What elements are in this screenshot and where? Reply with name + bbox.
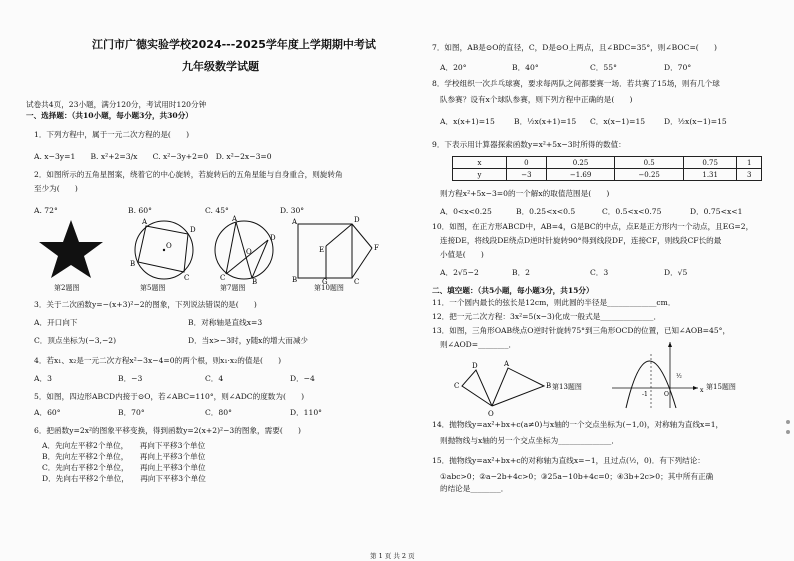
svg-text:D: D: [472, 362, 478, 370]
q8-stem-line1: 8．学校组织一次乒乓球赛，要求每两队之间都要赛一场．若共赛了15场，则有几个球: [432, 79, 720, 88]
section-1-heading: 一、选择题：（共10小题，每小题3分，共30分）: [26, 111, 193, 120]
q15-line2: ①abc>0；②a−2b+4c>0；③25a−10b+4c=0；④3b+2c>0；其中所有正确: [440, 472, 714, 481]
star-figure: [36, 218, 106, 280]
q15-line1: 15．抛物线y=ax²+bx+c的对称轴为直线x=−1，且过点(½，0)．有下列结论：: [432, 456, 705, 465]
table-cell: x: [453, 157, 507, 169]
q15-line3: 的结论是________．: [440, 484, 509, 493]
q6-option-c: C．先向右平移2个单位， 再向上平移3个单位: [42, 463, 206, 472]
q5-circle-figure: [128, 218, 200, 282]
svg-text:E: E: [319, 246, 325, 254]
q4-option-a: A．3: [34, 374, 52, 383]
q9-after: 则方程x²+5x−3=0的一个解x的取值范围是( ): [440, 189, 610, 198]
q15-parabola-figure: [612, 340, 702, 410]
q8-stem-line2: 队参赛？设有x个球队参赛，则下列方程中正确的是( ): [440, 95, 633, 104]
svg-text:A: A: [292, 218, 298, 226]
table-cell: 3: [737, 169, 762, 181]
caption-q10: 第10题图: [314, 284, 344, 292]
q4-option-b: B．−3: [118, 374, 143, 383]
q2-stem-line2: 至少为( ): [34, 184, 78, 193]
table-row: [453, 169, 762, 181]
svg-text:O: O: [246, 248, 252, 256]
svg-text:½: ½: [676, 373, 682, 380]
caption-q15: 第15题图: [706, 383, 736, 391]
svg-text:O: O: [664, 391, 669, 398]
table-cell: 0.25: [546, 157, 615, 169]
svg-text:G: G: [322, 278, 328, 286]
q3-option-c: C．顶点坐标为(−3,−2): [34, 336, 117, 345]
q12-text: 12．把一元二次方程：3x²=5(x−3)化成一般式是______________．: [432, 312, 662, 321]
q9-option-b: B．0.25<x<0.5: [516, 207, 576, 216]
caption-q2: 第2题图: [54, 284, 80, 292]
q6-option-d: D．先向右平移2个单位， 再向下平移3个单位: [42, 474, 206, 483]
svg-text:x: x: [700, 387, 704, 394]
table-cell: −0.25: [615, 169, 684, 181]
q13-line2: 则∠AOD=________．: [440, 340, 517, 349]
q9-option-a: A．0<x<0.25: [440, 207, 492, 216]
q7-option-a: A．20°: [440, 63, 467, 72]
caption-q7: 第7题图: [220, 284, 246, 292]
svg-text:D: D: [270, 234, 276, 242]
q8-option-a: A．x(x+1)=15: [440, 117, 495, 126]
q6-stem: 6．把函数y=2x²的图象平移变换，得到函数y=2(x+2)²−3的图象，需要( ): [34, 426, 301, 435]
q8-option-d: D．½x(x−1)=15: [664, 117, 727, 126]
table-cell: y: [453, 169, 507, 181]
svg-text:A: A: [504, 360, 510, 368]
q3-stem: 3．关于二次函数y=−(x+3)²−2的图象，下列说法错误的是( ): [34, 300, 257, 309]
q10-stem-line3: 小值是( ): [440, 250, 484, 259]
svg-text:-1: -1: [642, 391, 648, 398]
caption-q13: 第13题图: [552, 383, 582, 391]
caption-q5: 第5题图: [140, 284, 166, 292]
q9-value-table: [452, 156, 762, 181]
q10-option-b: B．2: [512, 268, 531, 277]
q13-rotation-figure: [452, 356, 552, 416]
table-cell: 0.75: [683, 157, 736, 169]
q4-option-d: D．−4: [290, 374, 315, 383]
svg-text:D: D: [354, 216, 360, 224]
q7-option-b: B．40°: [512, 63, 539, 72]
q5-option-b: B．70°: [118, 408, 145, 417]
binding-hole: [786, 420, 790, 424]
q9-stem: 9．下表示用计算器探索函数y=x²+5x−3时所得的数值：: [432, 140, 626, 149]
q3-option-a: A．开口向下: [34, 318, 78, 327]
q10-option-a: A．2√5−2: [440, 268, 479, 277]
svg-text:C: C: [354, 278, 360, 286]
q14-line2: 则抛物线与x轴的另一个交点坐标为______________．: [440, 436, 619, 445]
svg-text:A: A: [142, 218, 148, 226]
q9-option-c: C．0.5<x<0.75: [602, 207, 662, 216]
q7-circle-figure: [208, 215, 280, 286]
svg-text:B: B: [292, 276, 298, 284]
table-cell: −3: [507, 169, 547, 181]
svg-text:C: C: [220, 274, 226, 282]
q5-option-d: D．110°: [290, 408, 322, 417]
svg-text:D: D: [190, 226, 196, 234]
q1-stem: 1．下列方程中，属于一元二次方程的是( ): [34, 130, 190, 139]
table-cell: 0.5: [615, 157, 684, 169]
section-2-heading: 二、填空题：（共5小题，每小题3分，共15分）: [432, 286, 594, 295]
q4-option-c: C．4: [205, 374, 224, 383]
svg-text:F: F: [374, 244, 379, 252]
table-row: [453, 157, 762, 169]
binding-hole: [786, 430, 790, 434]
q3-option-d: D．当x>−3时，y随x的增大而减少: [188, 336, 309, 345]
exam-intro: 试卷共4页，23小题，满分120分，考试用时120分钟: [26, 100, 207, 109]
q6-option-b: B．先向左平移2个单位， 再向上平移3个单位: [42, 452, 206, 461]
q7-option-d: D．70°: [664, 63, 692, 72]
table-cell: −1.69: [546, 169, 615, 181]
q5-option-a: A．60°: [34, 408, 61, 417]
q2-option-b: B. 60°: [128, 206, 152, 215]
q2-option-a: A. 72°: [34, 206, 58, 215]
q7-option-c: C．55°: [590, 63, 617, 72]
exam-subtitle: 九年级数学试题: [182, 60, 259, 73]
q13-line1: 13．如图，三角形OAB绕点O逆时针旋转75°到三角形OCD的位置，已知∠AOB=45°，: [432, 326, 731, 335]
table-cell: 0: [507, 157, 547, 169]
exam-title: 江门市广德实验学校2024---2025学年度上学期期中考试: [92, 38, 376, 51]
svg-text:B: B: [252, 278, 258, 286]
q10-square-figure: [292, 216, 388, 286]
svg-text:B: B: [130, 260, 136, 268]
svg-text:C: C: [184, 274, 190, 282]
q4-stem: 4．若x₁、x₂是一元二次方程x²−3x−4=0的两个根，则x₁·x₂的值是( ): [34, 356, 282, 365]
page-footer: 第 1 页 共 2 页: [370, 552, 415, 560]
q10-option-c: C．3: [590, 268, 609, 277]
q5-option-c: C．80°: [205, 408, 232, 417]
q10-option-d: D．√5: [664, 268, 688, 277]
q1-options: A. x−3y=1 B. x²+2=3/x C. x²−3y+2=0 D. x²−2x−3=0: [34, 152, 272, 161]
q11-text: 11．一个圆内最长的弦长是12cm，则此圆的半径是_____________cm．: [432, 298, 676, 307]
q6-option-a: A．先向左平移2个单位， 再向下平移3个单位: [42, 441, 206, 450]
table-cell: 1: [737, 157, 762, 169]
q8-option-b: B．½x(x+1)=15: [514, 117, 577, 126]
q9-option-d: D．0.75<x<1: [690, 207, 743, 216]
svg-text:A: A: [232, 215, 238, 223]
q5-stem: 5．如图，四边形ABCD内接于⊙O，若∠ABC=110°，则∠ADC的度数为( ): [34, 392, 305, 401]
q2-option-d: D. 30°: [280, 206, 305, 215]
q14-line1: 14．抛物线y=ax²+bx+c(a≠0)与x轴的一个交点坐标为(−1,0)，对称轴为直线x=1，: [432, 420, 724, 429]
q10-stem-line2: 连接DE，将线段DE绕点D逆时针旋转90°得到线段DF，连接CF，则线段CF长的最: [440, 236, 722, 245]
q2-option-c: C. 45°: [205, 206, 229, 215]
svg-text:C: C: [454, 382, 460, 390]
q3-option-b: B．对称轴是直线x=3: [188, 318, 263, 327]
q10-stem-line1: 10．如图，在正方形ABCD中，AB=4，G是BC的中点，点E是正方形内一个动点，且EG=2，: [432, 222, 754, 231]
table-cell: 1.31: [683, 169, 736, 181]
svg-text:O: O: [166, 242, 172, 250]
svg-text:O: O: [488, 410, 494, 418]
q8-option-c: C．x(x−1)=15: [590, 117, 646, 126]
svg-text:B: B: [546, 382, 552, 390]
q2-stem-line1: 2．如图所示的五角星图案，绕着它的中心旋转，若旋转后的五角星能与自身重合，则旋转角: [34, 170, 343, 179]
q7-stem: 7．如图，AB是⊙O的直径，C，D是⊙O上两点，且∠BDC=35°，则∠BOC=( ): [432, 43, 717, 52]
